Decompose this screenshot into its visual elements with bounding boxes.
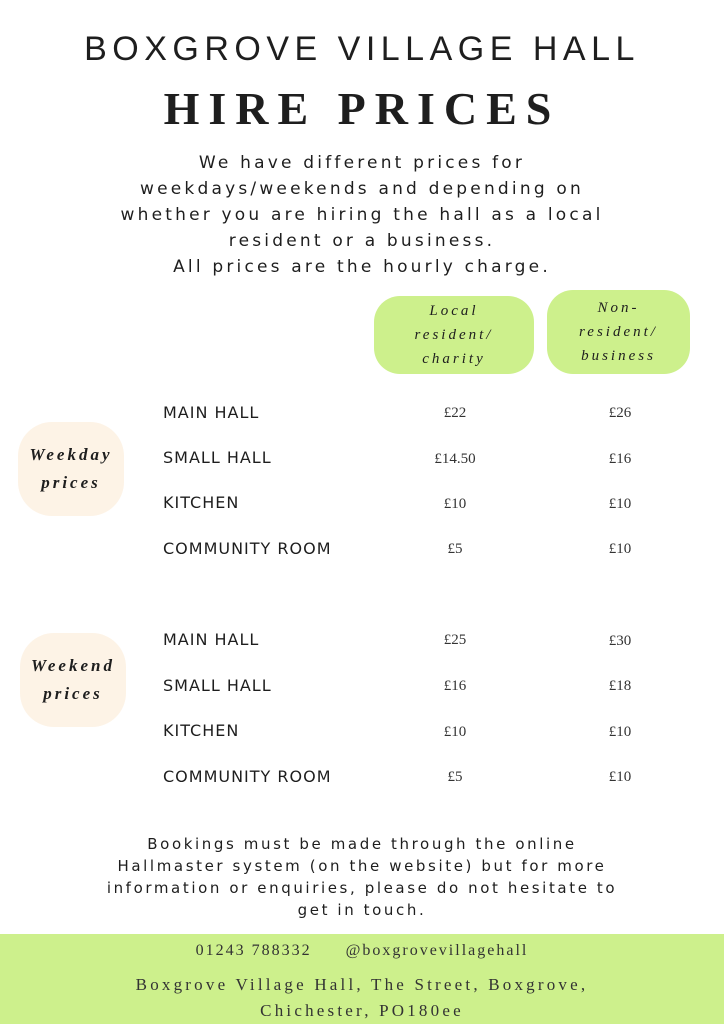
intro-line: All prices are the hourly charge. xyxy=(173,257,551,277)
room-name: MAIN HALL xyxy=(163,630,260,649)
section-label-line: Weekend xyxy=(31,656,115,675)
price-nonresident: £10 xyxy=(608,769,632,785)
booking-info-line: Hallmaster system (on the website) but for more xyxy=(117,857,607,875)
intro-line: resident or a business. xyxy=(228,231,496,251)
section-label-line: prices xyxy=(43,684,103,703)
intro-text xyxy=(40,150,684,280)
column-header-line: Local xyxy=(429,303,479,319)
price-nonresident: £16 xyxy=(608,451,632,467)
contact-details xyxy=(0,942,724,960)
intro-line: whether you are hiring the hall as a local xyxy=(120,205,604,225)
booking-info-line: Bookings must be made through the online xyxy=(147,835,577,853)
column-header-line: charity xyxy=(422,351,486,367)
address xyxy=(0,972,724,1024)
section-label-line: Weekday xyxy=(29,445,113,464)
booking-info-line: information or enquiries, please do not hesitate to xyxy=(106,879,618,897)
address-line: Boxgrove Village Hall, The Street, Boxgrove, xyxy=(135,975,589,994)
room-name: COMMUNITY ROOM xyxy=(163,539,332,558)
weekday-section-label xyxy=(18,422,124,516)
column-header-line: resident/ xyxy=(414,327,494,343)
room-name: SMALL HALL xyxy=(163,676,272,695)
price-local: £5 xyxy=(447,769,463,785)
page-title: HIRE PRICES xyxy=(163,83,561,134)
section-label-line: prices xyxy=(41,473,101,492)
column-header-line: resident/ xyxy=(579,324,658,340)
column-header-nonresident xyxy=(547,290,690,374)
room-name: MAIN HALL xyxy=(163,403,260,422)
price-local: £22 xyxy=(443,405,467,421)
price-local: £16 xyxy=(443,678,467,694)
venue-title: BOXGROVE VILLAGE HALL xyxy=(84,30,640,68)
price-local: £10 xyxy=(443,496,467,512)
price-nonresident: £10 xyxy=(608,541,632,557)
phone-number[interactable]: 01243 788332 xyxy=(195,942,312,959)
room-name: SMALL HALL xyxy=(163,448,272,467)
room-name: KITCHEN xyxy=(163,493,240,512)
weekend-section-label xyxy=(20,633,126,727)
intro-line: weekdays/weekends and depending on xyxy=(140,179,584,199)
booking-info-line: get in touch. xyxy=(297,901,427,919)
price-nonresident: £18 xyxy=(608,678,632,694)
column-header-line: Non- xyxy=(597,300,640,316)
price-nonresident: £26 xyxy=(608,405,632,421)
address-line: Chichester, PO180ee xyxy=(260,1001,464,1020)
price-local: £14.50 xyxy=(434,451,476,467)
column-header-local xyxy=(374,296,534,374)
price-local: £5 xyxy=(447,541,463,557)
room-name: COMMUNITY ROOM xyxy=(163,767,332,786)
social-handle[interactable]: @boxgrovevillagehall xyxy=(345,942,529,959)
room-name: KITCHEN xyxy=(163,721,240,740)
price-local: £10 xyxy=(443,724,467,740)
booking-info xyxy=(30,833,694,921)
column-header-line: business xyxy=(581,348,656,364)
price-nonresident: £10 xyxy=(608,496,632,512)
price-local: £25 xyxy=(443,632,467,648)
intro-line: We have different prices for xyxy=(198,153,526,173)
price-nonresident: £30 xyxy=(608,633,632,649)
price-nonresident: £10 xyxy=(608,724,632,740)
